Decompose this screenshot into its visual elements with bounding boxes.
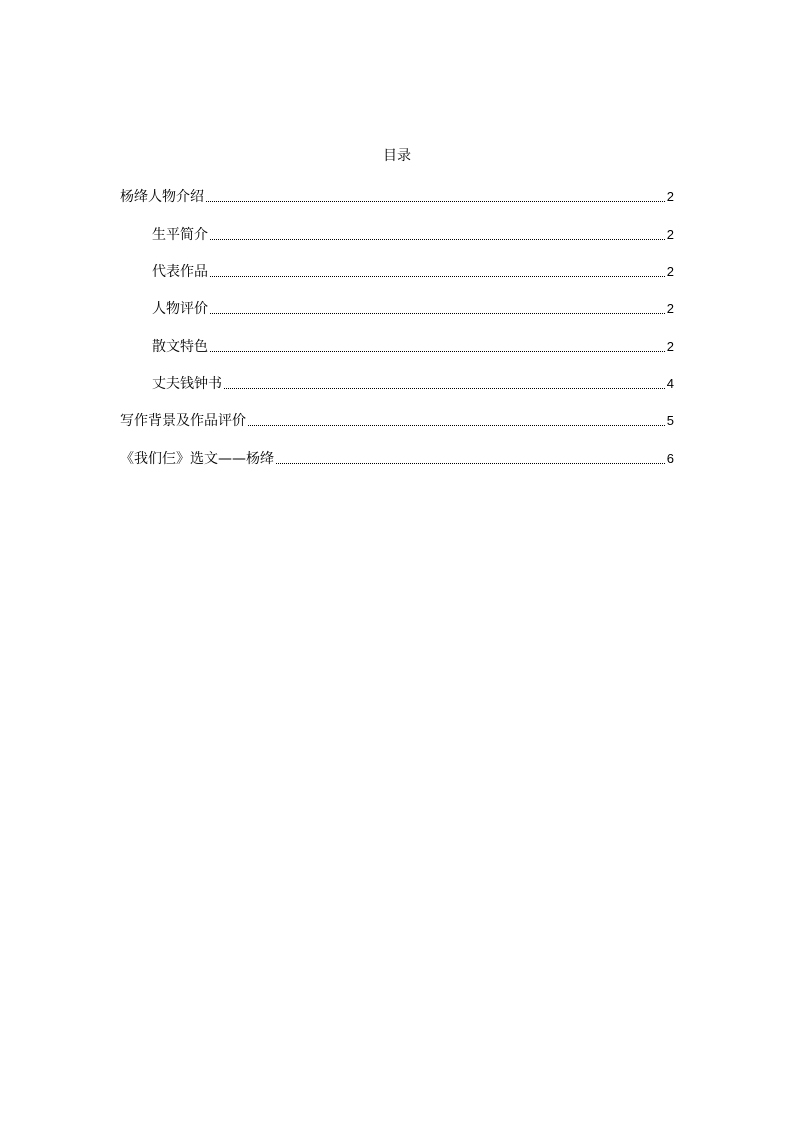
toc-leader-dots [210,313,665,314]
toc-entry-label: 写作背景及作品评价 [120,413,246,429]
toc-leader-dots [210,351,665,352]
toc-leader-dots [276,463,665,464]
toc-leader-dots [210,276,665,277]
toc-entry-biography[interactable] [152,225,674,245]
toc-page-number: 2 [666,227,674,242]
toc-leader-dots [210,239,665,240]
toc-entry-label: 生平简介 [152,227,208,243]
toc-page-number: 2 [666,264,674,279]
toc-entry-husband-qian-zhongshu[interactable] [152,374,674,394]
toc-entry-label: 杨绛人物介绍 [120,189,204,205]
toc-entry-selected-excerpt[interactable] [120,449,674,469]
toc-entry-prose-features[interactable] [152,337,674,357]
toc-entry-label: 人物评价 [152,301,208,317]
toc-leader-dots [248,425,665,426]
toc-leader-dots [206,201,665,202]
toc-entry-evaluation[interactable] [152,299,674,319]
toc-entry-writing-background[interactable] [120,411,674,431]
toc-page-number: 5 [666,413,674,428]
toc-entry-representative-works[interactable] [152,262,674,282]
toc-page-number: 6 [666,451,674,466]
toc-page-number: 2 [666,339,674,354]
toc-page-number: 2 [666,189,674,204]
toc-leader-dots [224,388,665,389]
toc-entry-label: 《我们仨》选文——杨绛 [120,451,274,467]
toc-page-number: 2 [666,301,674,316]
toc-page-number: 4 [666,376,674,391]
toc-entry-label: 代表作品 [152,264,208,280]
toc-entry-label: 散文特色 [152,339,208,355]
toc-entry-yang-jiang-intro[interactable] [120,187,674,207]
toc-entry-label: 丈夫钱钟书 [152,376,222,392]
toc-title: 目录 [383,148,411,164]
